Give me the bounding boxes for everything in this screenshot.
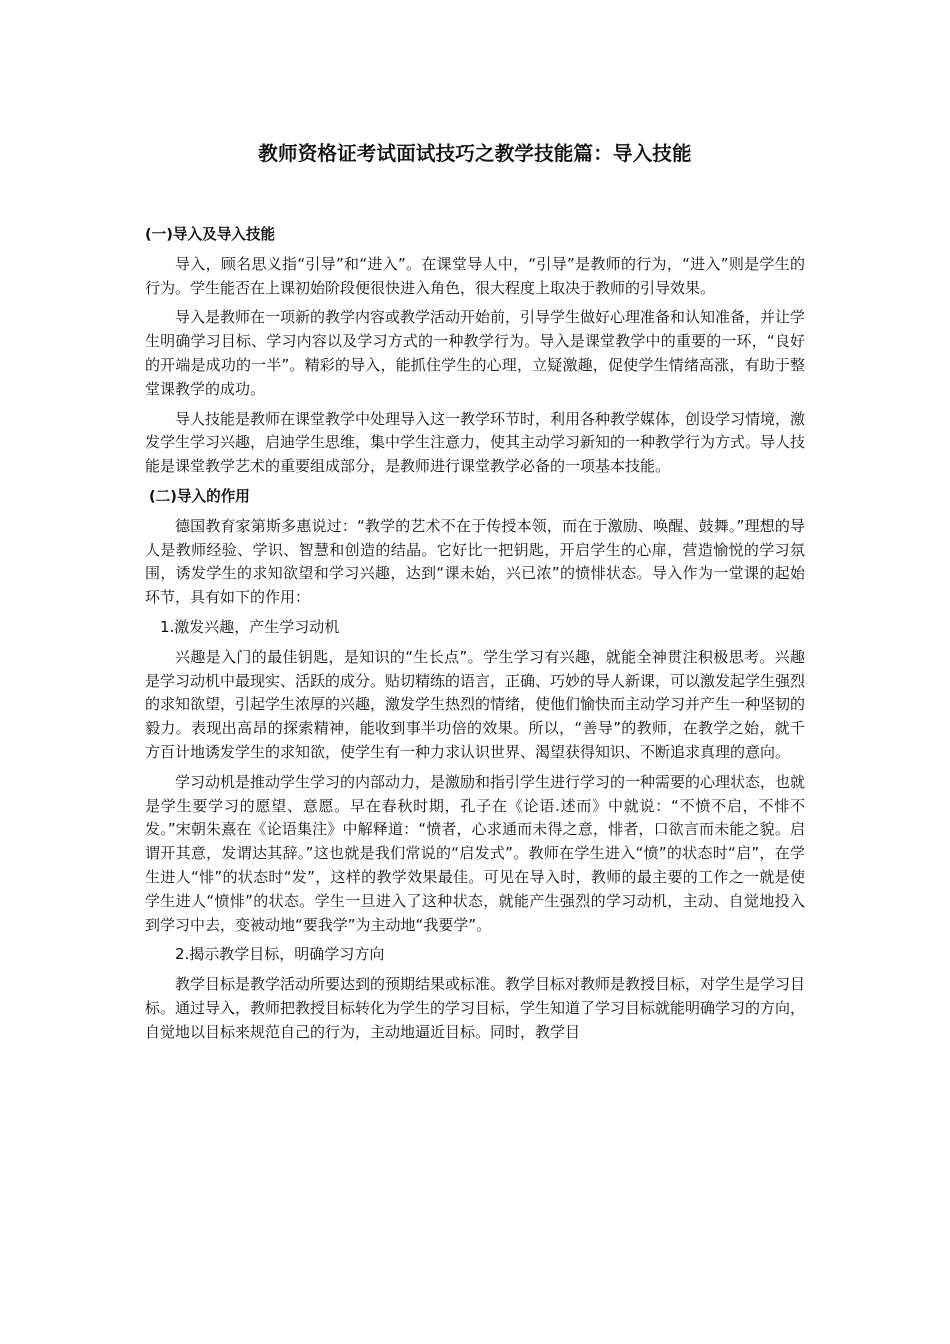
paragraph: 导人技能是教师在课堂教学中处理导入这一教学环节时，利用各种教学媒体，创设学习情境，激发学生学习兴趣，启迪学生思维，集中学生注意力，使其主动学习新知的一种教学行为方式。导人技能是课堂教学艺术的重要组成部分，是教师进行课堂教学必备的一项基本技能。 — [145, 409, 806, 476]
subsection-label: 2.揭示教学目标，明确学习方向 — [175, 945, 385, 964]
section-heading: (一)导入及导入技能 — [145, 226, 276, 243]
paragraph: 导入是教师在一项新的教学内容或教学活动开始前，引导学生做好心理准备和认知准备，并让学生明确学习目标、学习内容以及学习方式的一种教学行为。导入是课堂教学中的重要的一环，“良好的开端是成功的一半”。精彩的导入，能抓住学生的心理，立疑激趣，促使学生情绪高涨，有助于整堂课教学的成功。 — [145, 308, 806, 398]
section-heading: (二)导入的作用 — [149, 487, 250, 505]
paragraph: 教学目标是教学活动所要达到的预期结果或标准。教学目标对教师是教授目标，对学生是学习目标。通过导入，教师把教授目标转化为学生的学习目标，学生知道了学习目标就能明确学习的方向，自觉地以目标来规范自己的行为，主动地逼近目标。同时，教学目 — [145, 975, 806, 1041]
paragraph: 德国教育家第斯多惠说过：“教学的艺术不在于传授本领，而在于激励、唤醒、鼓舞。”理想的导人是教师经验、学识、智慧和创造的结晶。它好比一把钥匙，开启学生的心扉，营造愉悦的学习氛围，诱发学生的求知欲望和学习兴趣，达到“课未始，兴已浓”的愤悱状态。导入作为一堂课的起始环节，具有如下的作用： — [145, 516, 805, 607]
document-title: 教师资格证考试面试技巧之教学技能篇：导入技能 — [258, 142, 692, 165]
paragraph: 导入，顾名思义指“引导”和“进入”。在课堂导人中，“引导”是教师的行为，“进入”则是学生的行为。学生能否在上课初始阶段便很快进入角色，很大程度上取决于教师的引导效果。 — [145, 254, 805, 297]
paragraph: 学习动机是推动学生学习的内部动力，是激励和指引学生进行学习的一种需要的心理状态，也就是学生要学习的愿望、意愿。早在春秋时期，孔子在《论语.述而》中就说：“不愤不启，不悱不发。”宋朝朱熹在《论语集注》中解释道：“愤者，心求通而未得之意，悱者，口欲言而未能之貌。启谓开其意，发谓达其辞。”这也就是我们常说的“启发式”。教师在学生进入“愤”的状态时“启”，在学生进人“悱”的状态时“发”，这样的教学效果最佳。可见在导入时，教师的最主要的工作之一就是使学生进人“愤悱”的状态。学生一旦进入了这种状态，就能产生强烈的学习动机，主动、自觉地投入到学习中去，变被动地“要我学”为主动地“我要学”。 — [145, 772, 806, 934]
document-body — [145, 223, 805, 1051]
subsection-label: 1.激发兴趣，产生学习动机 — [160, 617, 340, 636]
paragraph: 兴趣是入门的最佳钥匙，是知识的“生长点”。学生学习有兴趣，就能全神贯注积极思考。兴趣是学习动机中最现实、活跃的成分。贴切精练的语言，正确、巧妙的导人新课，可以激发起学生强烈的求知欲望，引起学生浓厚的兴趣，激发学生热烈的情绪，使他们愉快而主动学习并产生一种坚韧的毅力。表现出高昂的探索精神，能收到事半功倍的效果。所以，“善导”的教师，在教学之始，就千方百计地诱发学生的求知欲，使学生有一种力求认识世界、渴望获得知识、不断追求真理的意向。 — [145, 647, 806, 761]
